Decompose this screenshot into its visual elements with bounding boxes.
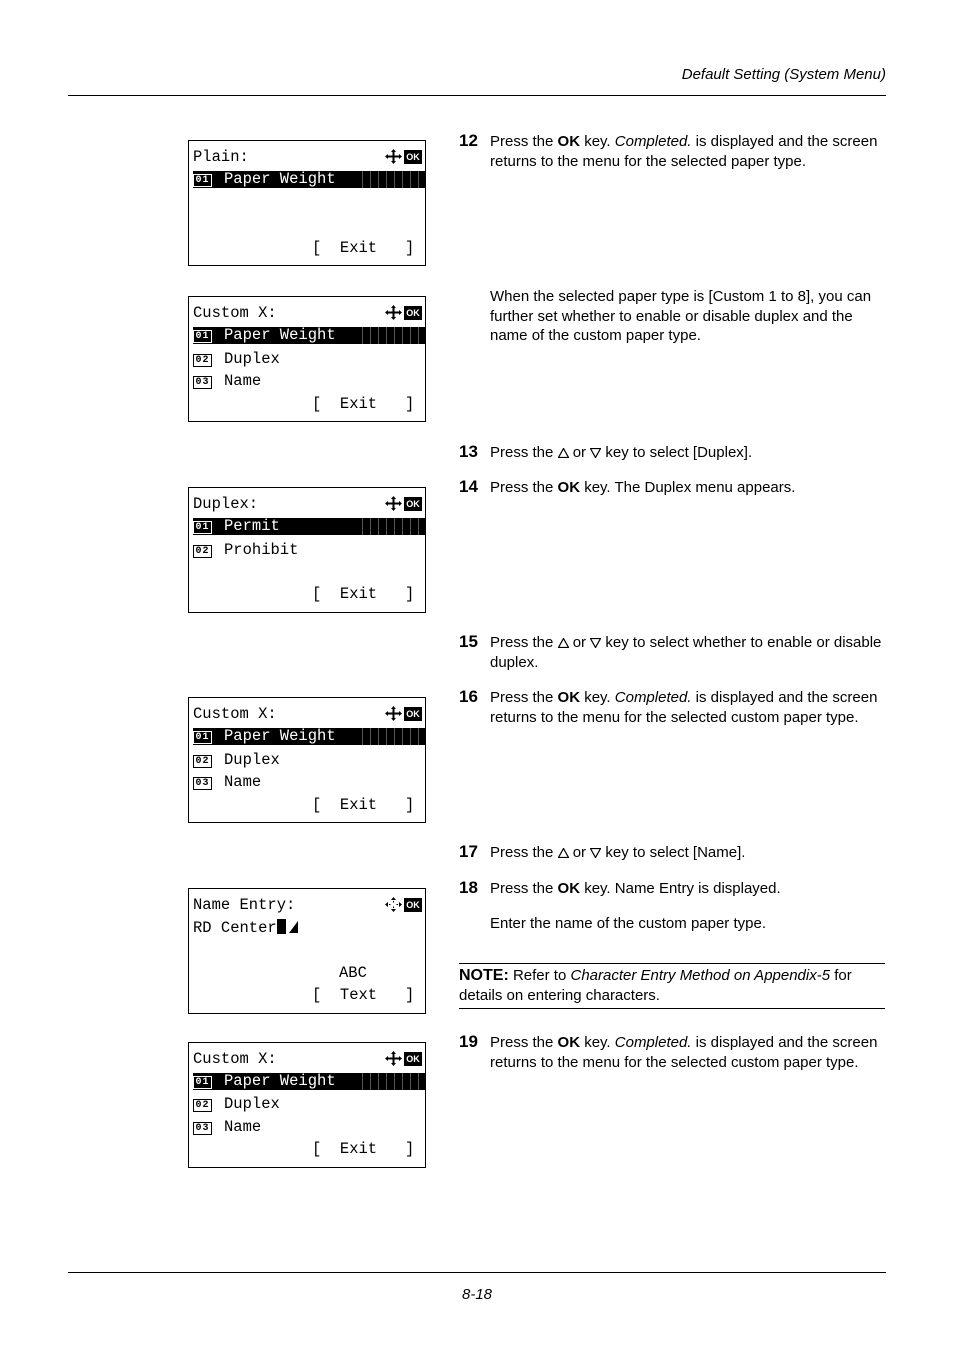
name-entry-value: RD Center	[193, 919, 425, 936]
step-text: Press the or key to select [Duplex].	[490, 444, 753, 461]
lcd-title: Custom X:	[193, 1050, 277, 1068]
four-way-arrows-icon	[385, 305, 402, 320]
down-arrow-key-icon	[590, 448, 601, 458]
ok-key-icon: OK	[404, 150, 422, 164]
step-number: 13	[459, 442, 478, 461]
text-cursor-icon	[277, 919, 286, 934]
step-number: 12	[459, 131, 478, 150]
lcd-title: Custom X:	[193, 705, 277, 723]
lcd-softkey: [ Exit ]	[312, 796, 415, 814]
lcd-menu-item-selected: 01 Paper Weight	[193, 1073, 425, 1090]
four-way-arrows-icon	[385, 1051, 402, 1066]
page-header: Default Setting (System Menu)	[681, 66, 886, 83]
lcd-menu-item: 03 Name	[193, 1119, 425, 1136]
step-text: Press the OK key. The Duplex menu appears.	[490, 479, 796, 496]
lcd-status-icons	[385, 706, 422, 721]
lcd-screen-plain	[188, 140, 426, 266]
up-arrow-key-icon	[558, 448, 569, 458]
step-text: Press the or key to select whether to enable or disable duplex.	[490, 634, 882, 671]
lcd-status-icons	[385, 897, 422, 912]
lcd-menu-item: 02 Duplex	[193, 752, 425, 769]
lcd-menu-item: 03 Name	[193, 373, 425, 390]
four-way-arrows-icon	[385, 149, 402, 164]
lcd-menu-item-selected: 01 Permit	[193, 518, 425, 535]
four-way-arrows-icon	[385, 706, 402, 721]
lcd-screen-custom	[188, 296, 426, 422]
ok-key-icon: OK	[404, 497, 422, 511]
lcd-menu-item: 03 Name	[193, 774, 425, 791]
step-text: Press the OK key. Completed. is displayed and the screen returns to the menu for the selected custom paper type.	[490, 1034, 878, 1071]
four-way-dotted-arrows-icon	[385, 897, 402, 912]
lcd-status-icons	[385, 496, 422, 511]
up-arrow-key-icon	[558, 638, 569, 648]
step-number: 18	[459, 878, 478, 897]
step-number: 19	[459, 1032, 478, 1051]
step-text: Press the OK key. Name Entry is displayed.	[490, 880, 781, 897]
up-arrow-key-icon	[558, 848, 569, 858]
lcd-menu-item: 02 Duplex	[193, 1096, 425, 1113]
ok-key-icon: OK	[404, 306, 422, 320]
lcd-screen-custom	[188, 697, 426, 823]
lcd-menu-item: 02 Duplex	[193, 351, 425, 368]
lcd-status-icons	[385, 149, 422, 164]
step-detail: Enter the name of the custom paper type.	[490, 915, 766, 932]
step-number: 14	[459, 477, 478, 496]
lcd-title: Duplex:	[193, 495, 259, 513]
input-mode-indicator-icon	[289, 921, 298, 933]
step-text: Press the or key to select [Name].	[490, 844, 746, 861]
down-arrow-key-icon	[590, 638, 601, 648]
lcd-menu-item-selected: 01 Paper Weight	[193, 728, 425, 745]
lcd-softkey: [ Exit ]	[312, 585, 415, 603]
input-mode-label: ABC	[339, 964, 367, 982]
lcd-title: Name Entry:	[193, 896, 296, 914]
ok-key-icon: OK	[404, 898, 422, 912]
lcd-status-icons	[385, 1051, 422, 1066]
lcd-softkey: [ Exit ]	[312, 239, 415, 257]
lcd-menu-item-selected: 01 Paper Weight	[193, 171, 425, 188]
lcd-softkey: [ Exit ]	[312, 395, 415, 413]
ok-key-icon: OK	[404, 1052, 422, 1066]
lcd-screen-duplex	[188, 487, 426, 613]
lcd-menu-item-selected: 01 Paper Weight	[193, 327, 425, 344]
step-number: 15	[459, 632, 478, 651]
step-number: 17	[459, 842, 478, 861]
lcd-title: Custom X:	[193, 304, 277, 322]
ok-key-icon: OK	[404, 707, 422, 721]
lcd-screen-name-entry	[188, 888, 426, 1014]
down-arrow-key-icon	[590, 848, 601, 858]
footer-rule	[68, 1272, 886, 1273]
lcd-title: Plain:	[193, 148, 249, 166]
lcd-screen-custom	[188, 1042, 426, 1168]
header-rule	[68, 95, 886, 96]
custom-paper-note: When the selected paper type is [Custom 1 to 8], you can further set whether to enable or disable duplex and the name of the custom paper type.	[490, 288, 872, 344]
lcd-softkey: [ Text ]	[312, 986, 415, 1004]
step-text: Press the OK key. Completed. is displayed and the screen returns to the menu for the selected custom paper type.	[490, 689, 878, 726]
lcd-menu-item: 02 Prohibit	[193, 542, 425, 559]
four-way-arrows-icon	[385, 496, 402, 511]
step-text: Press the OK key. Completed. is displayed and the screen returns to the menu for the selected paper type.	[490, 133, 878, 170]
lcd-softkey: [ Exit ]	[312, 1140, 415, 1158]
note-box: NOTE: Refer to Character Entry Method on Appendix-5 for details on entering characters.	[459, 963, 885, 1009]
lcd-status-icons	[385, 305, 422, 320]
step-number: 16	[459, 687, 478, 706]
page-number: 8-18	[461, 1286, 493, 1303]
